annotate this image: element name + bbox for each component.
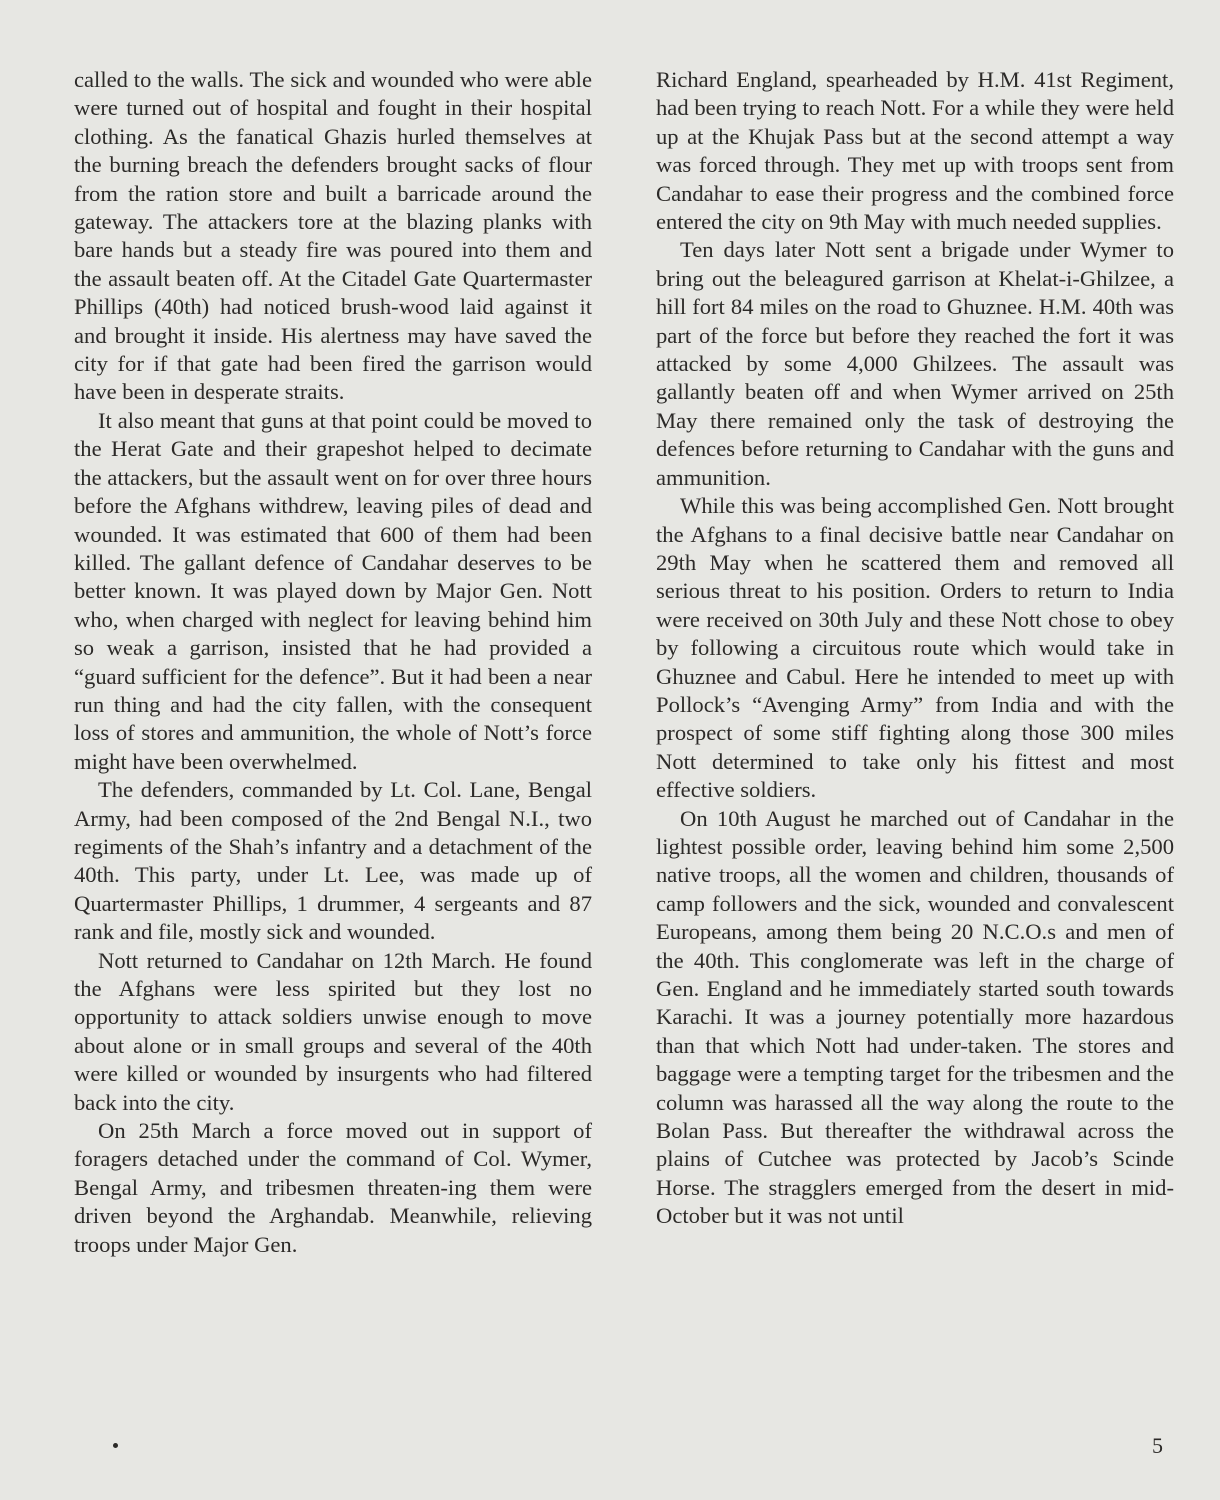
right-paragraph-1: Richard England, spearheaded by H.M. 41st Regiment, had been trying to reach Nott. For a while they were held up at the Khujak Pass but at the second attempt a way was forced through. They met up with troops sent from Candahar to ease their progress and the combined force entered the city on 9th May with much needed supplies. (656, 67, 1174, 235)
left-paragraph-3: The defenders, commanded by Lt. Col. Lane, Bengal Army, had been composed of the 2nd Bengal N.I., two regiments of the Shah’s infantry and a detachment of the 40th. This party, under Lt. Lee, was made up of Quartermaster Phillips, 1 drummer, 4 sergeants and 87 rank and file, mostly sick and wounded. (74, 777, 592, 945)
left-paragraph-5: On 25th March a force moved out in support of foragers detached under the command of Col. Wymer, Bengal Army, and tribesmen threaten-ing them were driven beyond the Arghandab. Meanwhile, relieving troops under Major Gen. (74, 1118, 592, 1257)
print-dot-mark (113, 1443, 118, 1448)
right-paragraph-2: Ten days later Nott sent a brigade under Wymer to bring out the beleagured garrison at Khelat-i-Ghilzee, a hill fort 84 miles on the road to Ghuznee. H.M. 40th was part of the force but before they reached the fort it was attacked by some 4,000 Ghilzees. The assault was gallantly beaten off and when Wymer arrived on 25th May there remained only the task of destroying the defences before returning to Candahar with the guns and ammunition. (656, 237, 1174, 490)
left-column (74, 66, 592, 1259)
left-paragraph-1: called to the walls. The sick and wounded who were able were turned out of hospital and fought in their hospital clothing. As the fanatical Ghazis hurled themselves at the burning breach the defenders brought sacks of flour from the ration store and built a barricade around the gateway. The attackers tore at the blazing planks with bare hands but a steady fire was poured into them and the assault beaten off. At the Citadel Gate Quartermaster Phillips (40th) had noticed brush-wood laid against it and brought it inside. His alertness may have saved the city for if that gate had been fired the garrison would have been in desperate straits. (74, 67, 592, 405)
left-paragraph-4: Nott returned to Candahar on 12th March. He found the Afghans were less spirited but they lost no opportunity to attack soldiers unwise enough to move about alone or in small groups and several of the 40th were killed or wounded by insurgents who had filtered back into the city. (74, 947, 592, 1115)
right-column (656, 66, 1174, 1231)
right-paragraph-3: While this was being accomplished Gen. Nott brought the Afghans to a final decisive battle near Candahar on 29th May when he scattered them and removed all serious threat to his position. Orders to return to India were received on 30th July and these Nott chose to obey by following a circuitous route which would take in Ghuznee and Cabul. Here he intended to meet up with Pollock’s “Avenging Army” from India and with the prospect of some stiff fighting along those 300 miles Nott determined to take only his fittest and most effective soldiers. (656, 493, 1174, 803)
right-paragraph-4: On 10th August he marched out of Candahar in the lightest possible order, leaving behind him some 2,500 native troops, all the women and children, thousands of camp followers and the sick, wounded and convalescent Europeans, among them being 20 N.C.O.s and men of the 40th. This conglomerate was left in the charge of Gen. England and he immediately started south towards Karachi. It was a journey potentially more hazardous than that which Nott had under-taken. The stores and baggage were a tempting target for the tribesmen and the column was harassed all the way along the route to the Bolan Pass. But thereafter the withdrawal across the plains of Cutchee was protected by Jacob’s Scinde Horse. The stragglers emerged from the desert in mid-October but it was not until (656, 805, 1174, 1229)
page-number: 5 (1152, 1433, 1163, 1458)
left-paragraph-2: It also meant that guns at that point could be moved to the Herat Gate and their grapeshot helped to decimate the attackers, but the assault went on for over three hours before the Afghans withdrew, leaving piles of dead and wounded. It was estimated that 600 of them had been killed. The gallant defence of Candahar deserves to be better known. It was played down by Major Gen. Nott who, when charged with neglect for leaving behind him so weak a garrison, insisted that he had provided a “guard sufficient for the defence”. But it had been a near run thing and had the city fallen, with the consequent loss of stores and ammunition, the whole of Nott’s force might have been overwhelmed. (74, 407, 592, 774)
